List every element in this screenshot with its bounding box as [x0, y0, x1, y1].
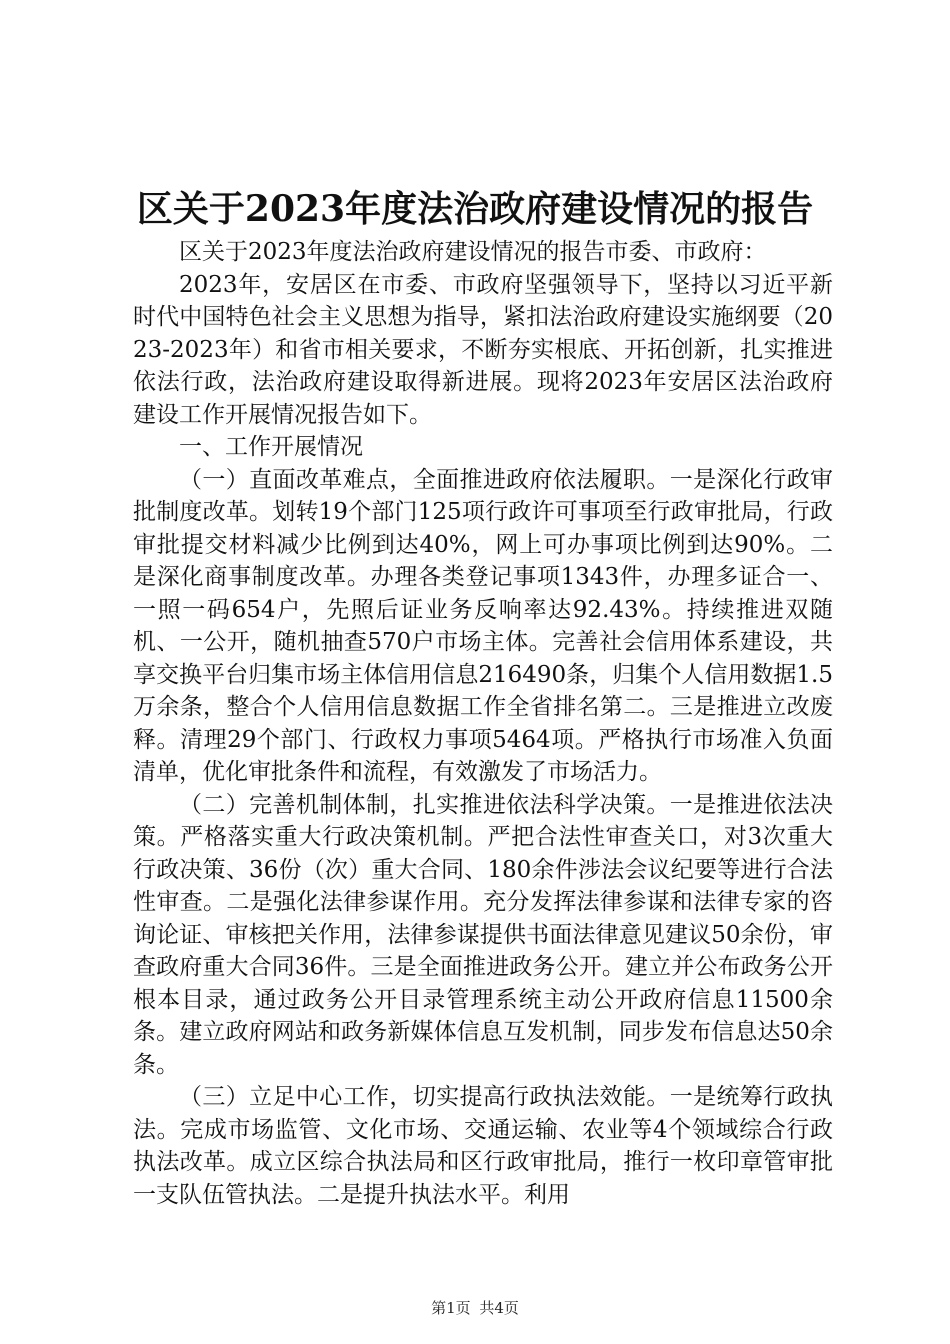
- page-footer: [0, 1297, 950, 1319]
- document-body: [133, 236, 833, 1211]
- paragraph-intro: 2023年，安居区在市委、市政府坚强领导下，坚持以习近平新时代中国特色社会主义思想为指导，紧扣法治政府建设实施纲要（2023-2023年）和省市相关要求，不断夯实根底、开拓创新，扎实推进依法行政，法治政府建设取得新进展。现将2023年安居区法治政府建设工作开展情况报告如下。: [133, 271, 833, 428]
- page-number: 第1页: [431, 1299, 471, 1317]
- page-total: 共4页: [479, 1299, 519, 1317]
- paragraph-reform: （一）直面改革难点，全面推进政府依法履职。一是深化行政审批制度改革。划转19个部门125项行政许可事项至行政审批局，行政审批提交材料减少比例到达40%，网上可办事项比例到达90%。二是深化商事制度改革。办理各类登记事项1343件，办理多证合一、一照一码654户，先照后证业务反响率达92.43%。持续推进双随机、一公开，随机抽查570户市场主体。完善社会信用体系建设，共享交换平台归集市场主体信用信息216490条，归集个人信用数据1.5万余条，整合个人信用信息数据工作全省排名第二。三是推进立改废释。清理29个部门、行政权力事项5464项。严格执行市场准入负面清单，优化审批条件和流程，有效激发了市场活力。: [133, 466, 833, 785]
- paragraph-enforcement: （三）立足中心工作，切实提高行政执法效能。一是统筹行政执法。完成市场监管、文化市场、交通运输、农业等4个领域综合行政执法改革。成立区综合执法局和区行政审批局，推行一枚印章管审批一支队伍管执法。二是提升执法水平。利用: [133, 1084, 833, 1208]
- section-heading-work: 一、工作开展情况: [179, 434, 363, 460]
- paragraph-decision: （二）完善机制体制，扎实推进依法科学决策。一是推进依法决策。严格落实重大行政决策机制。严把合法性审查关口，对3次重大行政决策、36份（次）重大合同、180余件涉法会议纪要等进行合法性审查。二是强化法律参谋作用。充分发挥法律参谋和法律专家的咨询论证、审核把关作用，法律参谋提供书面法律意见建议50余份，审查政府重大合同36件。三是全面推进政务公开。建立并公布政务公开根本目录，通过政务公开目录管理系统主动公开政府信息11500余条。建立政府网站和政务新媒体信息互发机制，同步发布信息达50余条。: [133, 791, 833, 1078]
- document-title: 区关于2023年度法治政府建设情况的报告: [136, 188, 814, 230]
- paragraph-salutation: 区关于2023年度法治政府建设情况的报告市委、市政府：: [179, 239, 767, 265]
